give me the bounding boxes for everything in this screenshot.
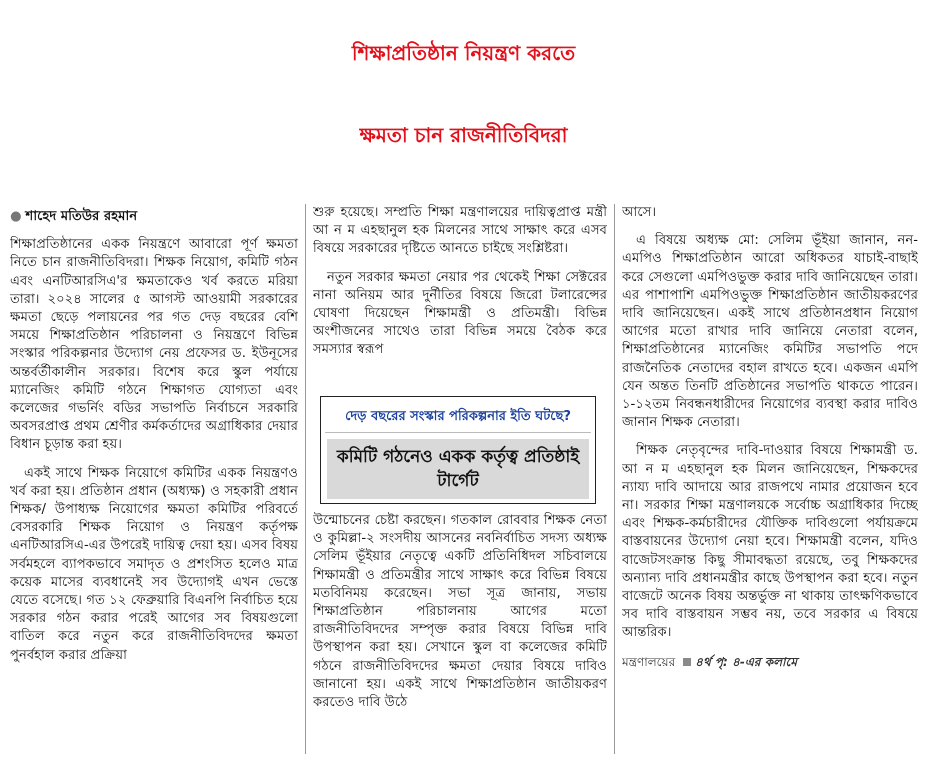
pull-quote-kicker: দেড় বছরের সংস্কার পরিকল্পনার ইতি ঘটছে?: [325, 403, 591, 433]
square-bullet-icon: [683, 658, 691, 666]
continuation-word: মন্ত্রণালয়ের: [622, 654, 676, 669]
headline-line-1: শিক্ষাপ্রতিষ্ঠান নিয়ন্ত্রণ করতে: [351, 41, 576, 65]
article-column-1: [10, 204, 298, 760]
paragraph: উন্মোচনের চেষ্টা করছেন। গতকাল রোববার শিক্ষক নেতা ও কুমিল্লা-২ সংসদীয় আসনের নবনির্বাচিত সদস্য অধ্যক্ষ সেলিম ভূঁইয়ার নেতৃত্বে একটি প্রতিনিধিদল সচিবালয়ে শিক্ষামন্ত্রী ও প্রতিমন্ত্রীর সাথে সাক্ষাৎ করে বিভিন্ন বিষয়ে মতবিনিময় করেছেন। সভা সূত্র জানায়, সভায় শিক্ষাপ্রতিষ্ঠান পরিচালনায় আগের মতো রাজনীতিবিদদের সম্পৃক্ত করার বিষয়ে বিভিন্ন দাবি উপস্থাপন করা হয়। সেখানে স্কুল বা কলেজের কমিটি গঠনে রাজনীতিবিদদের ক্ষমতা দেয়ার বিষয়ে দাবিও জানানো হয়। একই সাথে শিক্ষাপ্রতিষ্ঠান জাতীয়করণ করতেও দাবি উঠে: [313, 513, 607, 711]
paragraph: শিক্ষাপ্রতিষ্ঠানের একক নিয়ন্ত্রণে আবারো পূর্ণ ক্ষমতা নিতে চান রাজনীতিবিদরা। শিক্ষক নিয়োগ, কমিটি গঠন এবং এনটিআরসিএ'র ক্ষমতাকেও খর্ব করতে মরিয়া তারা। ২০২৪ সালের ৫ আগস্ট আওয়ামী সরকারের ক্ষমতা ছেড়ে পলায়নের পর গত দেড় বছরের বেশি সময়ে শিক্ষাপ্রতিষ্ঠান পরিচালনা ও নিয়ন্ত্রণে বিভিন্ন সংস্কার পরিকল্পনার উদ্যোগ নেয় প্রফেসর ড. ইউনূসের অন্তর্বর্তীকালীন সরকার। বিশেষ করে স্কুল পর্যায়ে ম্যানেজিং কমিটি গঠনে শিক্ষাগত যোগ্যতা এবং কলেজের গভর্নিং বডির সভাপতি নির্বাচনে সরকারি অবসরপ্রাপ্ত প্রথম শ্রেণীর কর্মকর্তাদের অগ্রাধিকার দেয়ার বিধান চূড়ান্ত করা হয়।: [10, 237, 298, 453]
pull-quote-box: [320, 396, 596, 504]
article-column-3: [622, 204, 918, 760]
headline-line-2: ক্ষমতা চান রাজনীতিবিদরা: [359, 123, 568, 147]
bullet-icon: ●: [10, 209, 22, 224]
article-column-2-top: [313, 204, 607, 392]
continuation-ref: ৪র্থ পৃ: ৪-এর কলামে: [695, 654, 798, 669]
paragraph: নতুন সরকার ক্ষমতা নেয়ার পর থেকেই শিক্ষা সেক্টরের নানা অনিয়ম আর দুর্নীতির বিষয়ে জিরো টলারেন্সের ঘোষণা দিয়েছেন শিক্ষামন্ত্রী ও প্রতিমন্ত্রী। বিভিন্ন অংশীজনের সাথেও তারা বিভিন্ন সময়ে বৈঠক করে সমস্যার স্বরূপ: [313, 269, 607, 358]
paragraph: একই সাথে শিক্ষক নিয়োগে কমিটির একক নিয়ন্ত্রণও খর্ব করা হয়। প্রতিষ্ঠান প্রধান (অধ্যক্ষ) ও সহকারী প্রধান শিক্ষক/ উপাধ্যক্ষ নিয়োগের ক্ষমতা কমিটির পরিবর্তে বেসরকারি শিক্ষক নিয়োগ ও নিয়ন্ত্রণ কর্তৃপক্ষ এনটিআরসিএ-এর উপরেই দায়িত্ব দেয়া হয়। এসব বিষয় সর্বমহলে ব্যাপকভাবে সমাদৃত ও প্রশংসিত হলেও মাত্র কয়েক মাসের ব্যবধানেই সব উদ্যোগই এখন ভেস্তে যেতে বসেছে। গত ১২ ফেব্রুয়ারি বিএনপি নির্বাচিত হয়ে সরকার গঠন করার পরেই আগের সব বিষয়গুলো বাতিল করে নতুন করে রাজনীতিবিদদের ক্ষমতা পুনর্বহাল করার প্রক্রিয়া: [10, 465, 298, 663]
paragraph: আসে।: [622, 205, 657, 220]
article-column-2-bottom: [313, 512, 607, 760]
continuation-line: [622, 653, 918, 671]
byline: [10, 208, 298, 226]
column-divider: [305, 204, 306, 754]
byline-text: শাহেদ মতিউর রহমান: [25, 209, 138, 224]
pull-quote-title: কমিটি গঠনেও একক কর্তৃত্ব প্রতিষ্ঠাই টার্গেট: [327, 439, 589, 499]
paragraph: শুরু হয়েছে। সম্প্রতি শিক্ষা মন্ত্রণালয়ের দায়িত্বপ্রাপ্ত মন্ত্রী আ ন ম এহছানুল হক মিলনের সাথে সাক্ষাৎ করে এসব বিষয়ে সরকারের দৃষ্টিতে আনতে চাইছে সংশ্লিষ্টরা।: [313, 205, 607, 257]
column-divider: [614, 204, 615, 754]
paragraph: শিক্ষক নেতৃবৃন্দের দাবি-দাওয়ার বিষয়ে শিক্ষামন্ত্রী ড. আ ন ম এহছানুল হক মিলন জানিয়েছেন, শিক্ষকদের ন্যায্য দাবি আদায়ে আর রাজপথে নামার প্রয়োজন হবে না। সরকার শিক্ষা মন্ত্রণালয়কে সর্বোচ্চ অগ্রাধিকার দিচ্ছে এবং শিক্ষক-কর্মচারীদের যৌক্তিক দাবিগুলো পর্যায়ক্রমে বাস্তবায়নের উদ্যোগ নেয়া হবে। শিক্ষামন্ত্রী বলেন, যদিও বাজেটসংক্রান্ত কিছু সীমাবদ্ধতা রয়েছে, তবু শিক্ষকদের অন্যান্য দাবি প্রধানমন্ত্রীর কাছে উপস্থাপন করা হবে। নতুন বাজেটে অনেক বিষয় অন্তর্ভুক্ত না থাকায় তাৎক্ষণিকভাবে সব দাবি বাস্তবায়ন সম্ভব নয়, তবে সরকার এ বিষয়ে আন্তরিক।: [622, 443, 918, 641]
paragraph: এ বিষয়ে অধ্যক্ষ মো: সেলিম ভূঁইয়া জানান, নন-এমপিও শিক্ষাপ্রতিষ্ঠান আরো অধিকতর যাচাই-বাছাই করে সেগুলো এমপিওভুক্ত করার দাবি জানিয়েছেন তারা। এর পাশাপাশি এমপিওভুক্ত শিক্ষাপ্রতিষ্ঠান জাতীয়করণের দাবি জানিয়েছেন। একই সাথে প্রতিষ্ঠানপ্রধান নিয়োগ আগের মতো রাখার দাবি জানিয়ে নেতারা বলেন, শিক্ষাপ্রতিষ্ঠানের ম্যানেজিং কমিটির সভাপতি পদে রাজনৈতিক নেতাদের বহাল রাখতে হবে। একজন এমপি যেন অন্তত তিনটি প্রতিষ্ঠানের সভাপতি থাকতে পারেন। ১-১২তম নিবন্ধনধারীদের নিয়োগের ব্যবস্থা করার দাবিও জানান শিক্ষক নেতারা।: [622, 233, 918, 431]
